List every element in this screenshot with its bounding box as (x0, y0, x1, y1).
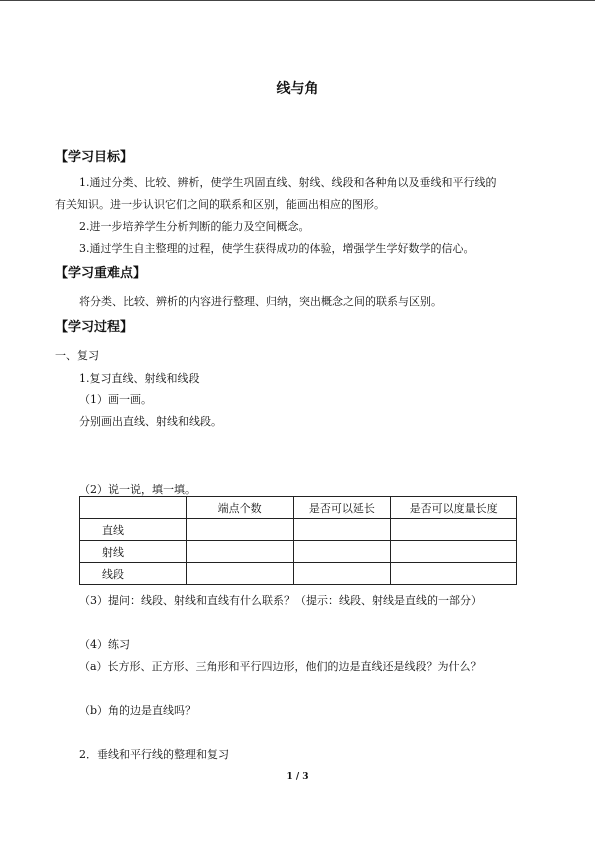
table-cell (186, 563, 293, 585)
goals-paragraph-3: 3.通过学生自主整理的过程，使学生获得成功的体验，增强学生学好数学的信心。 (79, 242, 475, 255)
goals-paragraph-1-line-1: 1.通过分类、比较、辨析，使学生巩固直线、射线、线段和各种角以及垂线和平行线的 (79, 176, 497, 189)
practice-question-b: （b）角的边是直线吗？ (79, 704, 197, 717)
table-row-label: 线段 (80, 563, 187, 585)
review-title: 一、复习 (55, 349, 99, 362)
keypoints-heading: 【学习重难点】 (55, 266, 147, 281)
document-title: 线与角 (276, 81, 319, 97)
goals-paragraph-1-line-2: 有关知识。进一步认识它们之间的联系和区别，能画出相应的图形。 (55, 198, 385, 211)
table-header-row (80, 497, 517, 519)
table-cell (293, 541, 391, 563)
goals-paragraph-2: 2.进一步培养学生分析判断的能力及空间概念。 (79, 220, 310, 233)
table-row (80, 563, 517, 585)
practice-label: （4）练习 (79, 638, 130, 651)
table-header-cell: 是否可以度量长度 (391, 497, 517, 519)
question-3: （3）提问：线段、射线和直线有什么联系？（提示：线段、射线是直线的一部分） (79, 594, 482, 607)
goals-heading: 【学习目标】 (55, 150, 134, 165)
table-cell (391, 541, 517, 563)
table-cell (391, 519, 517, 541)
review-item-1: 1.复习直线、射线和线段 (79, 372, 200, 385)
page-number: 1 / 3 (286, 772, 309, 782)
process-heading: 【学习过程】 (55, 320, 134, 335)
table-header-cell: 端点个数 (186, 497, 293, 519)
table-cell (293, 519, 391, 541)
draw-instruction: 分别画出直线、射线和线段。 (79, 415, 222, 428)
fill-label: （2）说一说，填一填。 (79, 483, 196, 496)
table-header-cell (80, 497, 187, 519)
table-row-label: 射线 (80, 541, 187, 563)
table-cell (293, 563, 391, 585)
table-cell (186, 541, 293, 563)
table-cell (186, 519, 293, 541)
table-row-label: 直线 (80, 519, 187, 541)
table-cell (391, 563, 517, 585)
line-comparison-table (79, 496, 517, 585)
practice-question-a: （a）长方形、正方形、三角形和平行四边形，他们的边是直线还是线段？为什么？ (79, 660, 482, 673)
table-row (80, 541, 517, 563)
keypoints-paragraph: 将分类、比较、辨析的内容进行整理、归纳，突出概念之间的联系与区别。 (79, 295, 442, 308)
review-item-2: 2．垂线和平行线的整理和复习 (79, 748, 229, 761)
table-header-cell: 是否可以延长 (293, 497, 391, 519)
table-row (80, 519, 517, 541)
draw-label: （1）画一画。 (79, 393, 152, 406)
